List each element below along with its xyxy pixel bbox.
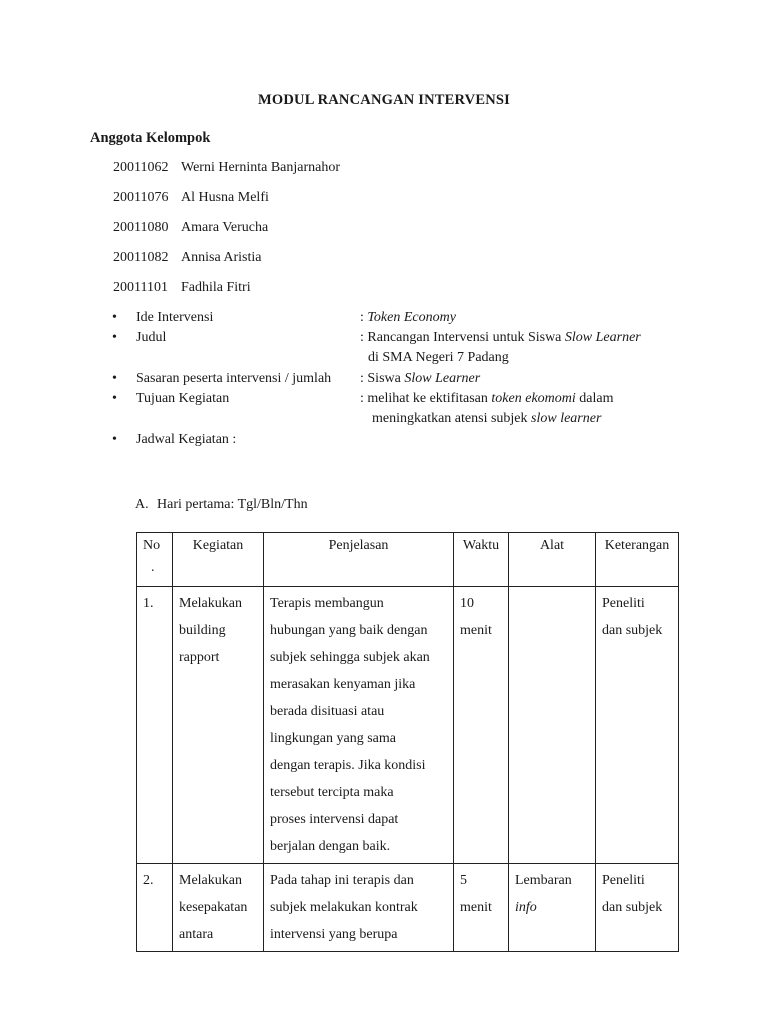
bullet-icon: •	[112, 432, 117, 447]
header-no-dot: .	[151, 560, 155, 575]
cell-line: berjalan dengan baik.	[270, 839, 391, 854]
cell-line: dan subjek	[602, 623, 663, 638]
header-no-text: No	[143, 538, 161, 553]
cell-waktu	[454, 587, 509, 864]
bullet-icon: •	[112, 371, 117, 386]
members-heading: Anggota Kelompok	[90, 130, 211, 146]
member-nim: 20011101	[113, 280, 168, 295]
detail-judul-value	[360, 330, 641, 346]
cell-line: 10	[460, 596, 474, 611]
cell-line: proses intervensi dapat	[270, 812, 399, 827]
cell-line: intervensi yang berupa	[270, 927, 398, 942]
detail-tujuan-value	[360, 391, 613, 407]
detail-value-em: Slow Learner	[564, 330, 641, 345]
cell-line: Lembaran	[515, 873, 572, 888]
cell-line: kesepakatan	[179, 900, 248, 915]
cell-penjelasan	[264, 864, 454, 952]
cell-line: building	[179, 623, 226, 638]
section-a	[135, 497, 308, 513]
cell-line: Terapis membangun	[270, 596, 384, 611]
detail-label: Ide Intervensi	[136, 310, 214, 325]
cell-kegiatan	[173, 587, 264, 864]
header-penjelasan: Penjelasan	[264, 533, 454, 587]
cell-line: Melakukan	[179, 596, 242, 611]
cell-penjelasan	[264, 587, 454, 864]
cell-line: dan subjek	[602, 900, 663, 915]
member-nim: 20011082	[113, 250, 169, 265]
cell-keterangan	[596, 587, 679, 864]
section-text: Hari pertama: Tgl/Bln/Thn	[157, 497, 308, 512]
detail-tujuan-value-line2	[372, 411, 601, 427]
cell-no: 1.	[137, 587, 173, 864]
detail-label: Sasaran peserta intervensi / jumlah	[136, 371, 332, 386]
detail-ide	[112, 310, 213, 326]
section-letter: A.	[135, 497, 149, 512]
member-item	[113, 250, 262, 266]
detail-value: dalam	[575, 391, 614, 406]
cell-no: 2.	[137, 864, 173, 952]
member-name: Fadhila Fitri	[181, 280, 251, 295]
cell-line: hubungan yang baik dengan	[270, 623, 428, 638]
detail-tujuan	[112, 391, 229, 407]
header-no	[137, 533, 173, 587]
member-name: Werni Herninta Banjarnahor	[181, 160, 341, 175]
cell-kegiatan	[173, 864, 264, 952]
cell-line: antara	[179, 927, 214, 942]
cell-alat	[509, 587, 596, 864]
detail-ide-value	[360, 310, 456, 326]
member-item	[113, 160, 340, 176]
cell-waktu	[454, 864, 509, 952]
cell-line: merasakan kenyaman jika	[270, 677, 416, 692]
bullet-icon: •	[112, 330, 117, 345]
cell-line: subjek sehingga subjek akan	[270, 650, 430, 665]
member-name: Al Husna Melfi	[181, 190, 269, 205]
cell-line: rapport	[179, 650, 220, 665]
detail-label: Judul	[136, 330, 167, 345]
detail-value-em: token ekomomi	[491, 391, 576, 406]
detail-judul	[112, 330, 166, 346]
cell-line	[515, 894, 589, 921]
cell-line: menit	[460, 900, 492, 915]
header-keterangan: Keterangan	[596, 533, 679, 587]
detail-value-em: slow learner	[531, 411, 602, 426]
member-item	[113, 280, 251, 296]
detail-sasaran-value	[360, 371, 480, 387]
detail-judul-value-line2: di SMA Negeri 7 Padang	[368, 350, 509, 365]
schedule-table	[136, 532, 679, 952]
cell-line: tersebut tercipta maka	[270, 785, 394, 800]
page-title: MODUL RANCANGAN INTERVENSI	[257, 92, 511, 108]
detail-value: Token Economy	[367, 310, 456, 325]
detail-label: Tujuan Kegiatan	[136, 391, 230, 406]
member-nim: 20011076	[113, 190, 169, 205]
detail-value: meningkatkan atensi subjek	[372, 411, 532, 426]
detail-sasaran	[112, 371, 331, 387]
cell-line: Melakukan	[179, 873, 242, 888]
table-row	[137, 864, 679, 952]
detail-colon: :	[360, 310, 368, 325]
table-header-row	[137, 533, 679, 587]
bullet-icon: •	[112, 310, 117, 325]
member-nim: 20011062	[113, 160, 169, 175]
table-row	[137, 587, 679, 864]
header-waktu: Waktu	[454, 533, 509, 587]
cell-line: Pada tahap ini terapis dan	[270, 873, 414, 888]
detail-value: : Siswa	[360, 371, 405, 386]
member-name: Amara Verucha	[181, 220, 269, 235]
cell-line: Peneliti	[602, 873, 645, 888]
cell-alat	[509, 864, 596, 952]
detail-jadwal	[112, 432, 236, 448]
cell-line-em: info	[515, 900, 537, 915]
cell-line: menit	[460, 623, 492, 638]
member-nim: 20011080	[113, 220, 169, 235]
cell-line: berada disituasi atau	[270, 704, 385, 719]
cell-keterangan	[596, 864, 679, 952]
header-kegiatan: Kegiatan	[173, 533, 264, 587]
member-item	[113, 190, 269, 206]
cell-line: subjek melakukan kontrak	[270, 900, 418, 915]
cell-line: Peneliti	[602, 596, 645, 611]
member-name: Annisa Aristia	[181, 250, 262, 265]
detail-value: : Rancangan Intervensi untuk Siswa	[360, 330, 565, 345]
detail-value: : melihat ke ektifitasan	[360, 391, 492, 406]
detail-label: Jadwal Kegiatan :	[136, 432, 237, 447]
header-alat: Alat	[509, 533, 596, 587]
cell-line: 5	[460, 873, 467, 888]
detail-value-em: Slow Learner	[404, 371, 481, 386]
member-item	[113, 220, 268, 236]
bullet-icon: •	[112, 391, 117, 406]
cell-line: dengan terapis. Jika kondisi	[270, 758, 426, 773]
cell-line: lingkungan yang sama	[270, 731, 396, 746]
